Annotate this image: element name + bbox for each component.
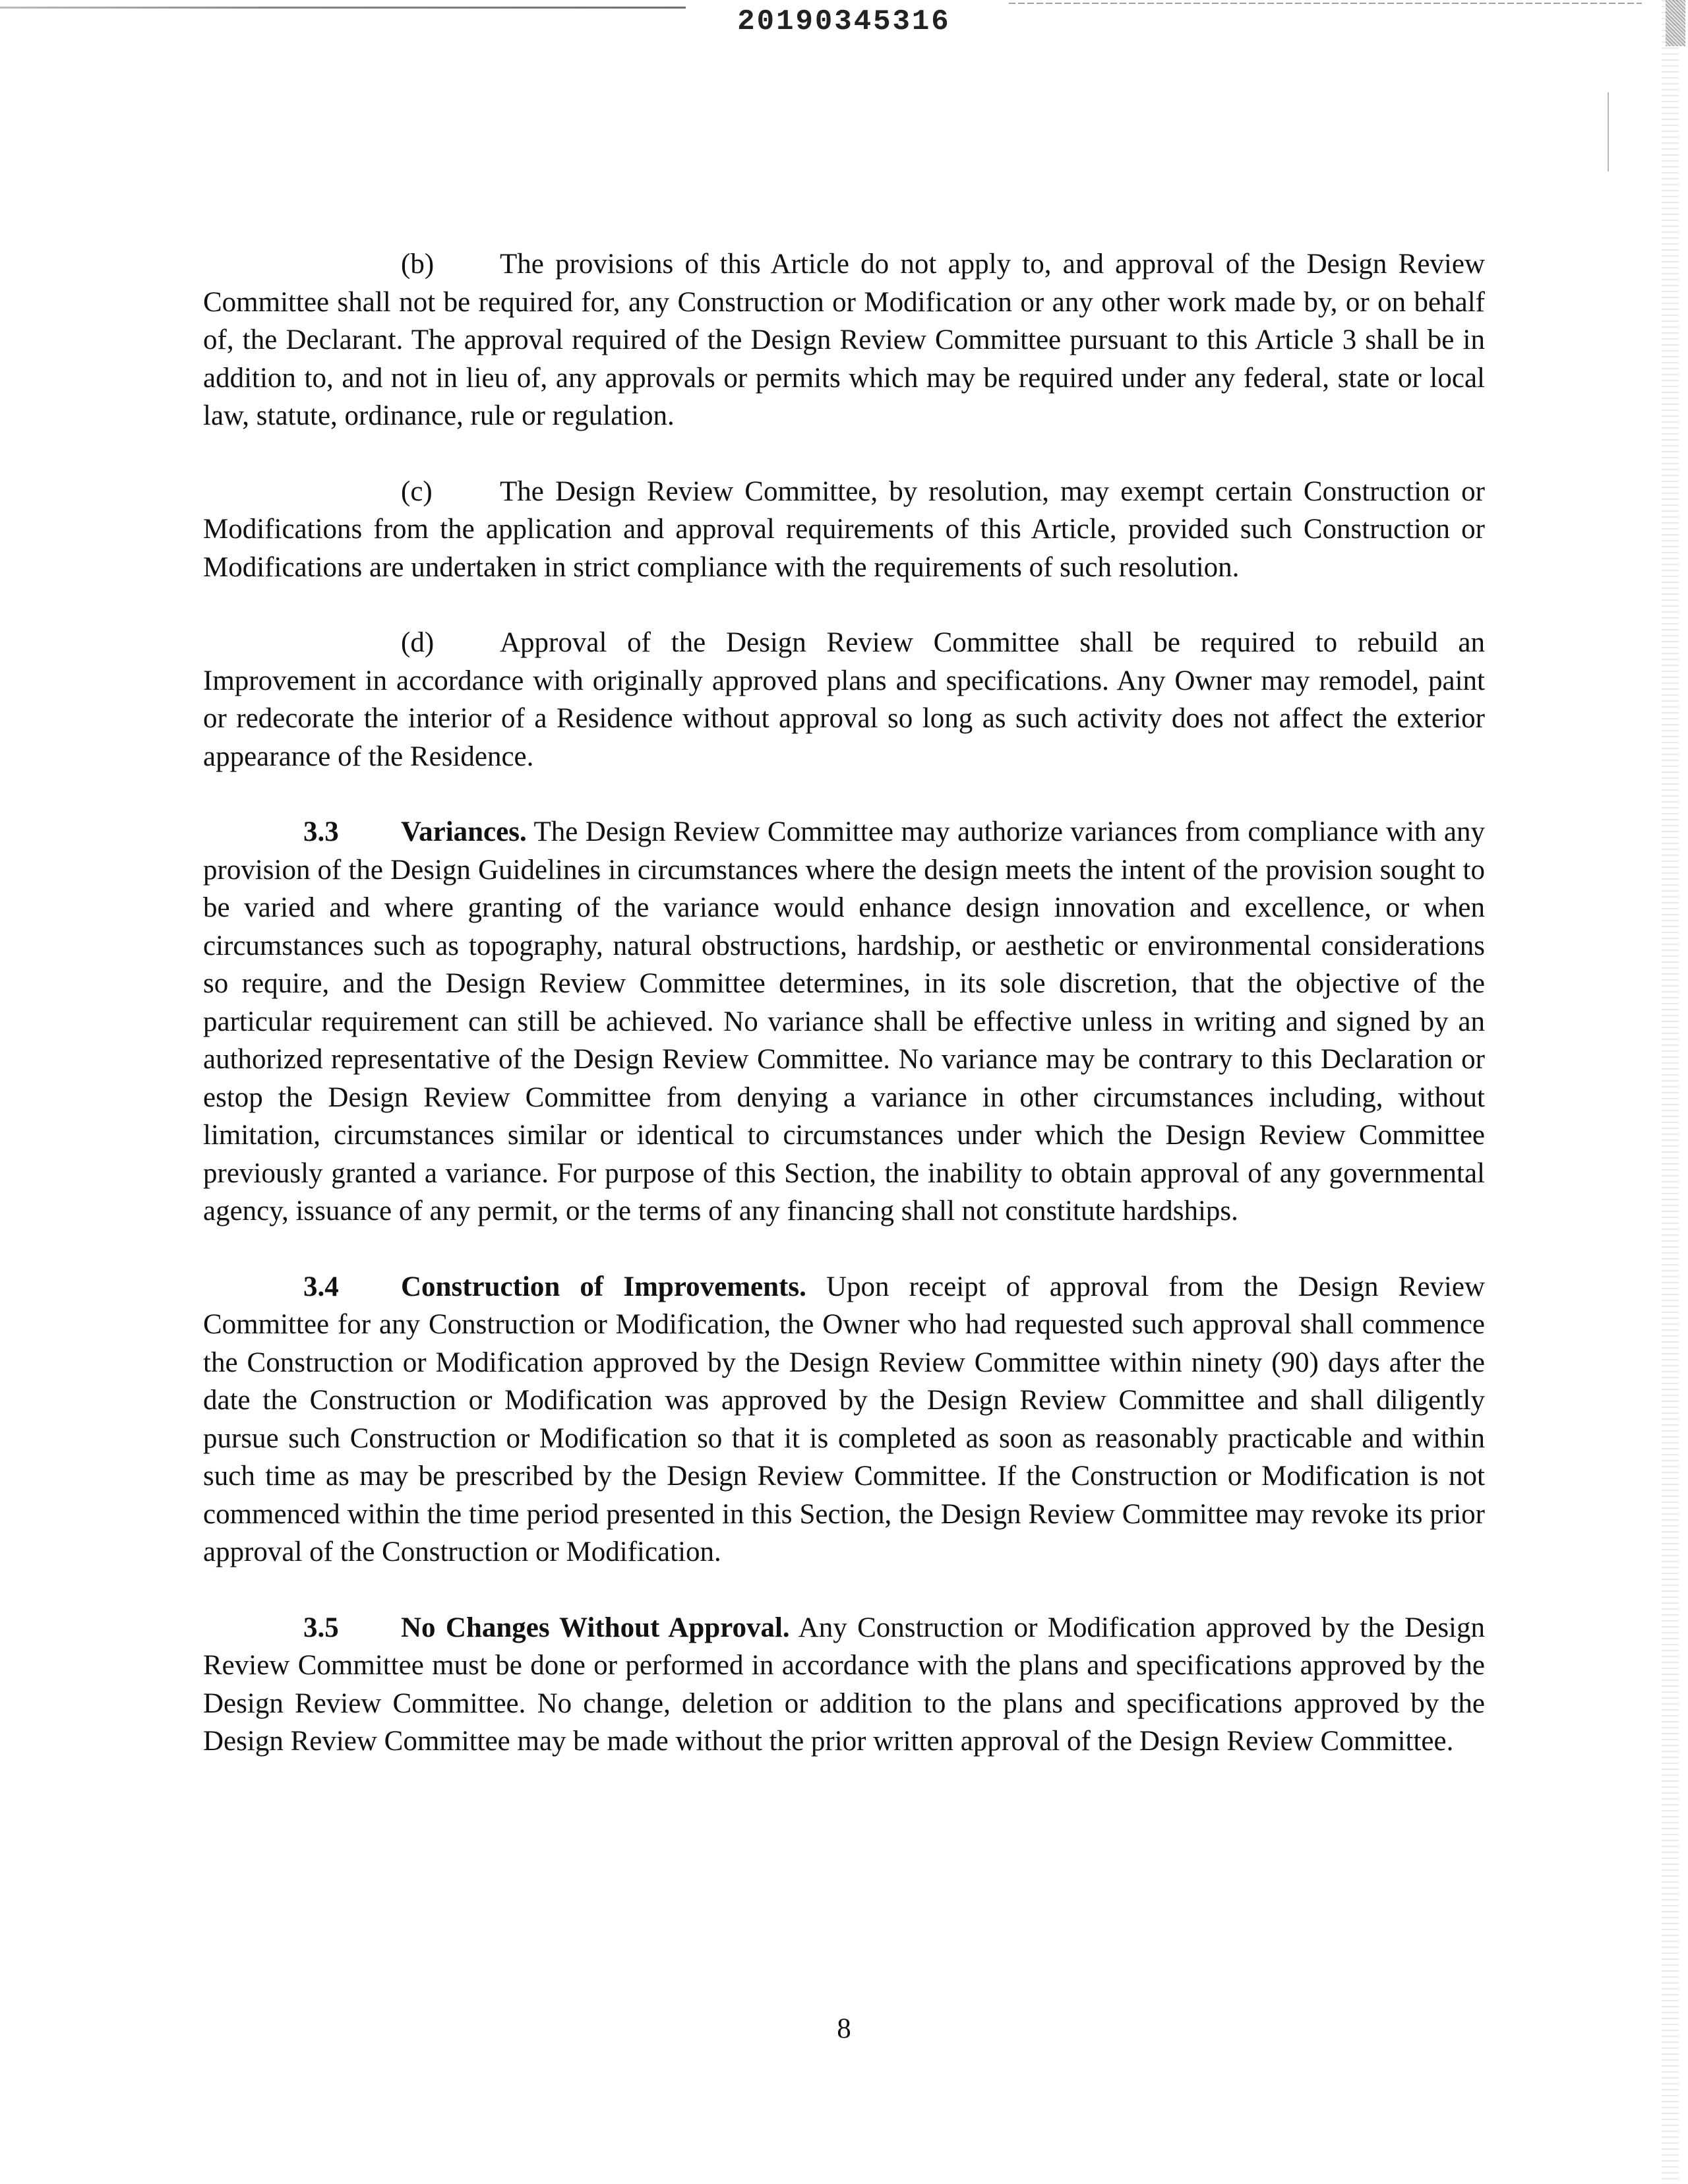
document-number: 20190345316 (737, 5, 951, 38)
paragraph-d (203, 624, 1485, 775)
section-text: The Design Review Committee may authorize variances from compliance with any provision of the Design Guidelines in circumstances where the design meets the intent of the provision sought to be varied and where granting of the variance would enhance design innovation and excellence, or when circumstances such as topography, natural obstructions, hardship, or aesthetic or environmental considerations so require, and the Design Review Committee determines, in its sole discretion, that the objective of the particular requirement can still be achieved. No variance shall be effective unless in writing and signed by an authorized representative of the Design Review Committee. No variance may be contrary to this Declaration or estop the Design Review Committee from denying a variance in other circumstances including, without limitation, circumstances similar or identical to circumstances under which the Design Review Committee previously granted a variance. For purpose of this Section, the inability to obtain approval of any governmental agency, issuance of any permit, or the terms of any financing shall not constitute hardships. (203, 816, 1485, 1227)
scan-artifact-rule-left (0, 7, 686, 9)
section-3-4 (203, 1268, 1485, 1571)
paragraph-c (203, 473, 1485, 587)
scan-artifact-edge (1662, 0, 1679, 2184)
section-heading: Construction of Improvements. (401, 1271, 806, 1302)
paragraph-label: (b) (401, 249, 435, 280)
paragraph-text: The Design Review Committee, by resolution, may exempt certain Construction or Modifications from the application and approval requirements of this Article, provided such Construction or Modifications are undertaken in strict compliance with the requirements of such resolution. (203, 475, 1485, 583)
section-text: Any Construction or Modification approved by the Design Review Committee must be done or performed in accordance with the plans and specifications approved by the Design Review Committee. No change, deletion or addition to the plans and specifications approved by the Design Review Committee may be made without the prior written approval of the Design Review Committee. (203, 1612, 1485, 1757)
document-body (203, 245, 1485, 1798)
section-number: 3.4 (303, 1271, 339, 1302)
page-number: 8 (837, 2013, 851, 2044)
section-3-3 (203, 813, 1485, 1230)
section-number: 3.5 (303, 1612, 339, 1643)
paragraph-text: The provisions of this Article do not apply to, and approval of the Design Review Committee shall not be required for, any Construction or Modification or any other work made by, or on behalf of, the Declarant. The approval required of the Design Review Committee pursuant to this Article 3 shall be in addition to, and not in lieu of, any approvals or permits which may be required under any federal, state or local law, statute, ordinance, rule or regulation. (203, 249, 1485, 431)
scan-artifact-corner (1666, 0, 1685, 46)
section-text: Upon receipt of approval from the Design Review Committee for any Construction or Modification, the Owner who had requested such approval shall commence the Construction or Modification approved by the Design Review Committee within ninety (90) days after the date the Construction or Modification was approved by the Design Review Committee and shall diligently pursue such Construction or Modification so that it is completed as soon as reasonably practicable and within such time as may be prescribed by the Design Review Committee. If the Construction or Modification is not commenced within the time period presented in this Section, the Design Review Committee may revoke its prior approval of the Construction or Modification. (203, 1271, 1485, 1567)
paragraph-label: (c) (401, 475, 433, 507)
section-heading: No Changes Without Approval. (401, 1612, 790, 1643)
section-3-5 (203, 1609, 1485, 1761)
paragraph-text: Approval of the Design Review Committee shall be required to rebuild an Improvement in accordance with originally approved plans and specifications. Any Owner may remodel, paint or redecorate the interior of a Residence without approval so long as such activity does not affect the exterior appearance of the Residence. (203, 627, 1485, 772)
scan-artifact-rule-right (1009, 3, 1642, 4)
paragraph-b (203, 245, 1485, 435)
scan-artifact-line (1608, 92, 1609, 171)
section-heading: Variances. (401, 816, 527, 847)
section-number: 3.3 (303, 816, 339, 847)
paragraph-label: (d) (401, 627, 435, 658)
